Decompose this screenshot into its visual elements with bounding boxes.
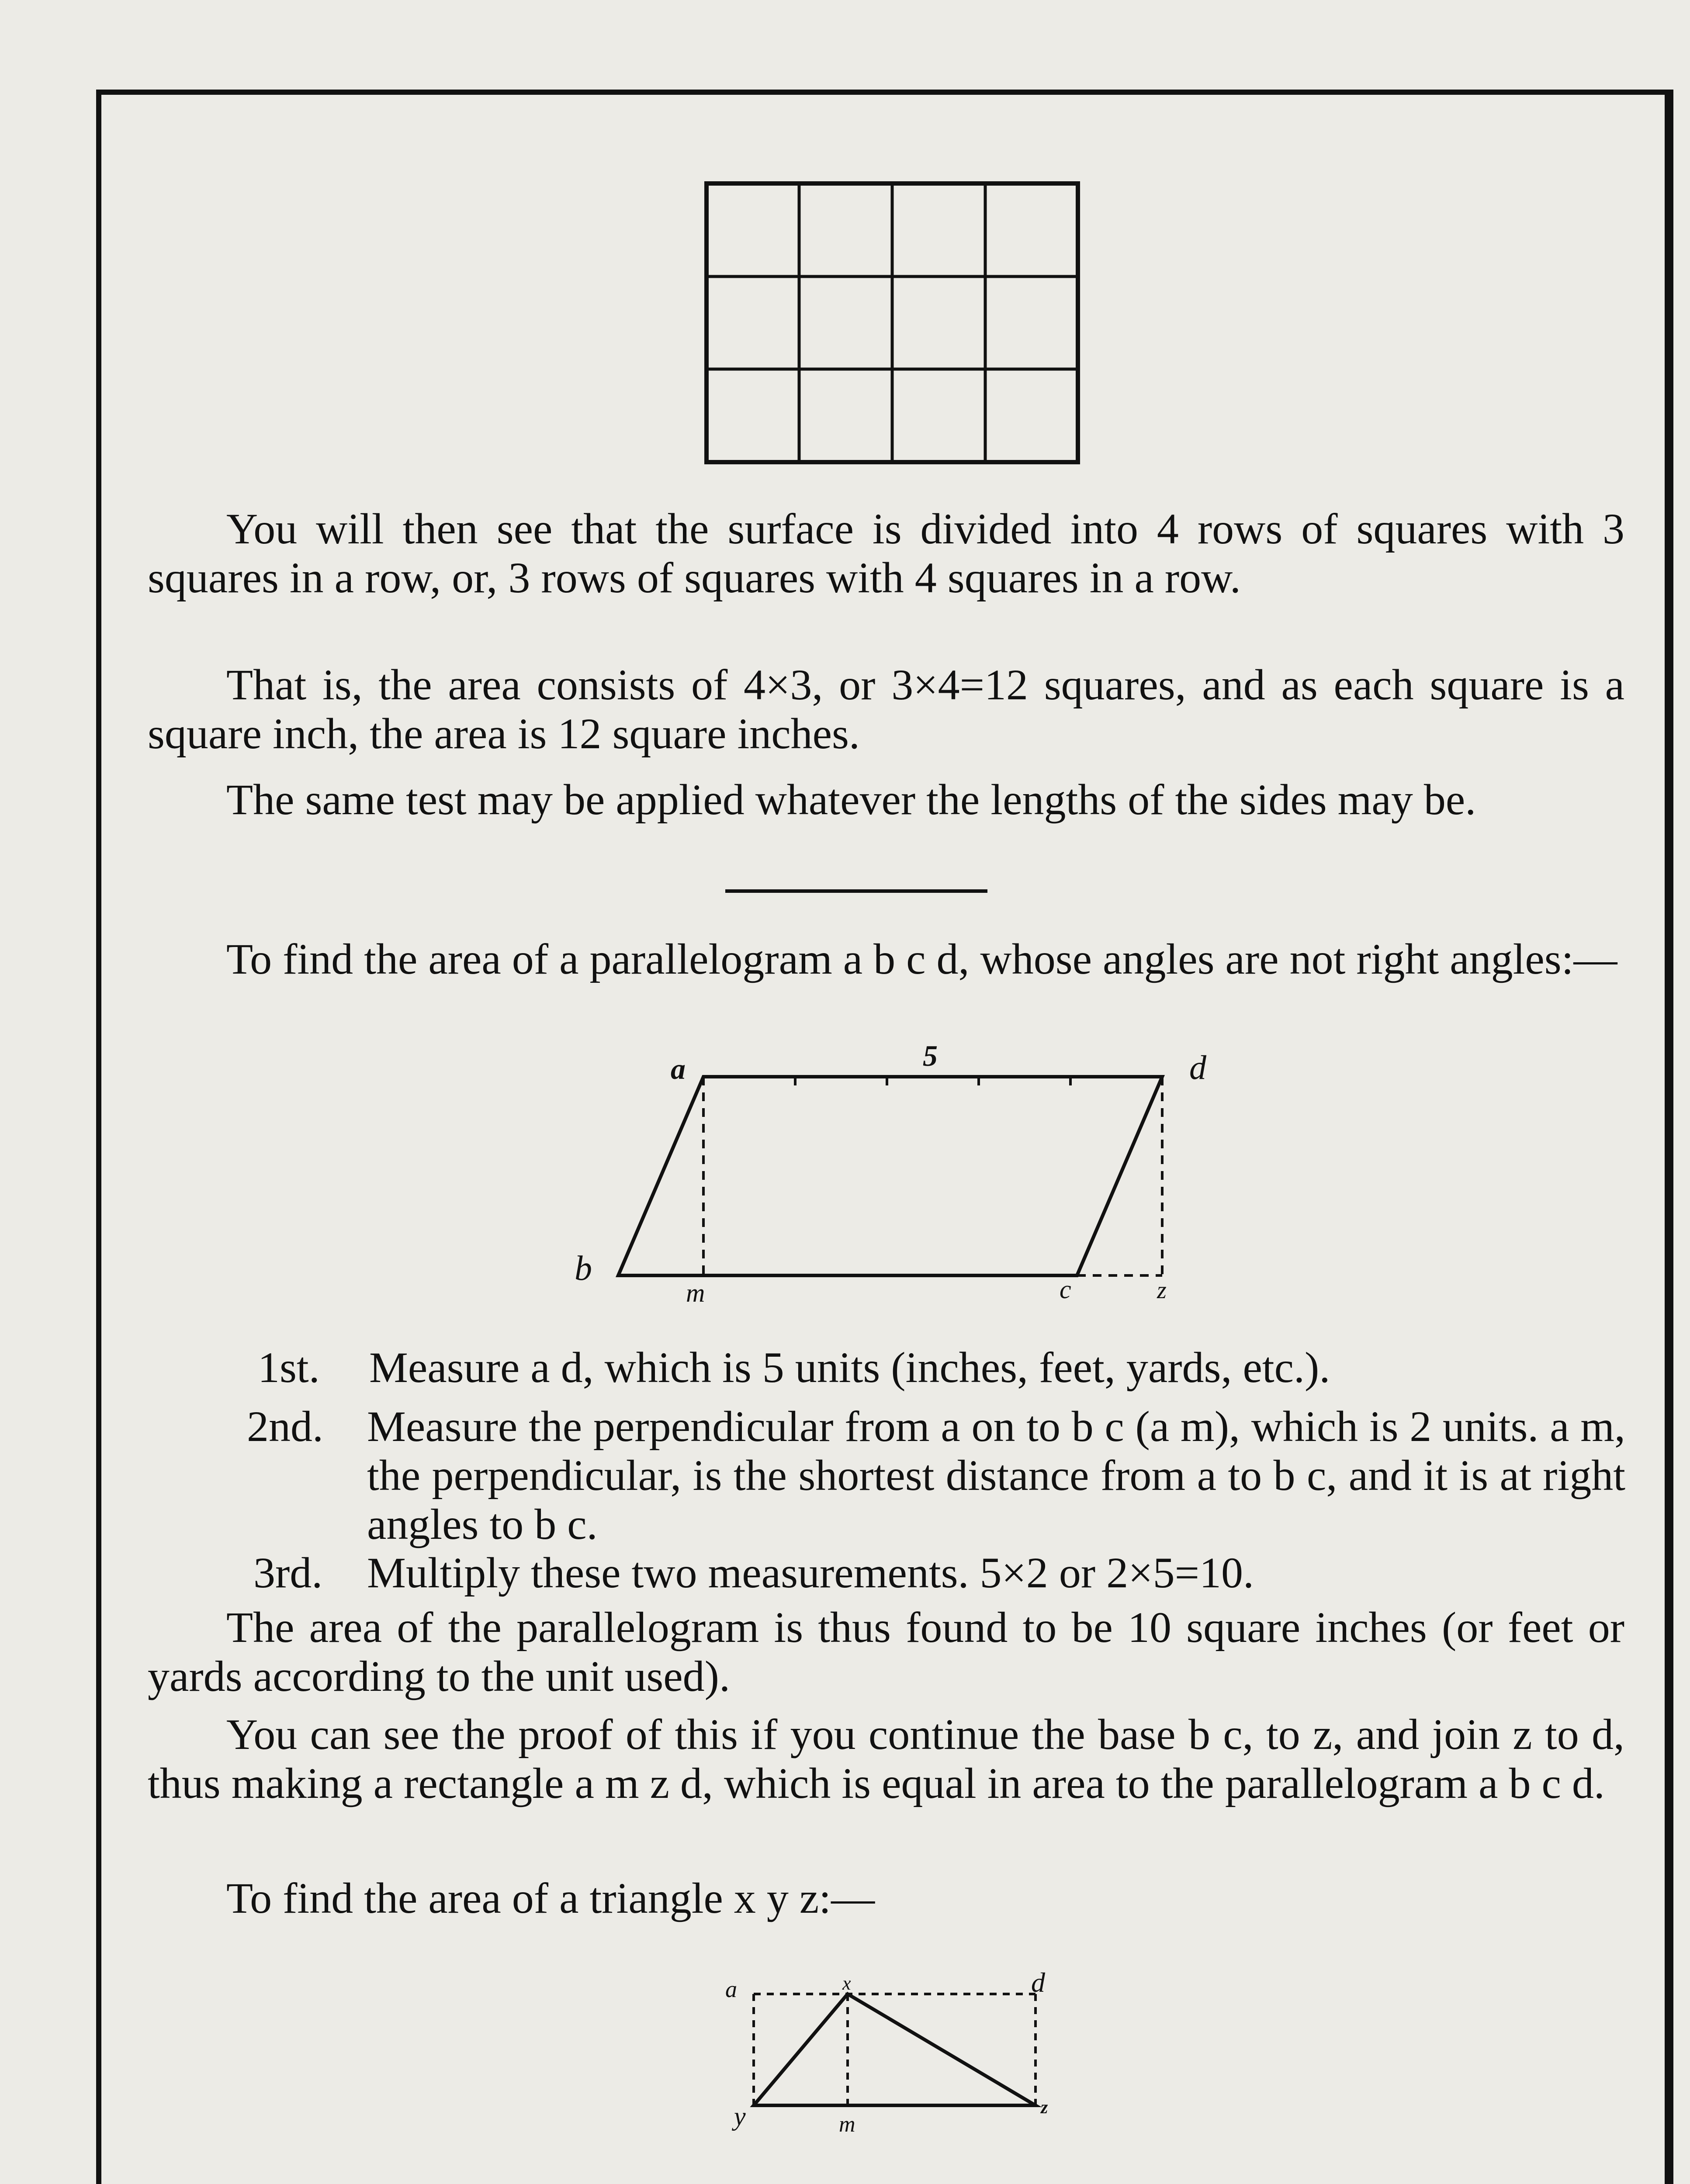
parallelogram-figure xyxy=(555,1039,1254,1307)
grid-figure xyxy=(704,181,1080,464)
label-c: c xyxy=(1060,1275,1071,1304)
label-z: z xyxy=(1041,2098,1048,2118)
label-m: m xyxy=(839,2112,855,2137)
label-d: d xyxy=(1189,1048,1206,1086)
step-text: Measure the perpendicular from a on to b c (a m), which is 2 units. a m, the perpendicular, is the shortest distance from a to b c, and it is at right angles to b c. xyxy=(367,1402,1625,1548)
paragraph-parallelogram-intro: To find the area of a parallelogram a b c d, whose angles are not right angles:— xyxy=(226,935,1617,983)
triangle-figure xyxy=(712,1967,1070,2137)
label-m: m xyxy=(686,1279,705,1307)
paragraph-triangle-intro: To find the area of a triangle x y z:— xyxy=(226,1874,875,1922)
paragraph-proof: You can see the proof of this if you continue the base b c, to z, and join z to d, thus making a rectangle a m z d, which is equal in area to the parallelogram a b c d. xyxy=(148,1710,1624,1807)
paragraph-area-result: That is, the area consists of 4×3, or 3×4=12 squares, and as each square is a square inch, the area is 12 square inches. xyxy=(148,660,1624,758)
section-divider xyxy=(725,889,987,893)
label-x: x xyxy=(842,1973,851,1994)
step-number: 2nd. xyxy=(247,1402,323,1451)
label-z: z xyxy=(1157,1277,1167,1304)
step-number: 1st. xyxy=(258,1343,320,1392)
step-text: Measure a d, which is 5 units (inches, feet, yards, etc.). xyxy=(369,1343,1330,1392)
step-3 xyxy=(253,1548,1625,1597)
step-text: Multiply these two measurements. 5×2 or 2×5=10. xyxy=(367,1548,1254,1597)
label-y: y xyxy=(734,2102,746,2131)
label-top-5: 5 xyxy=(923,1039,938,1072)
paragraph-same-test: The same test may be applied whatever the lengths of the sides may be. xyxy=(226,775,1476,824)
label-a: a xyxy=(671,1052,686,1085)
step-2 xyxy=(247,1402,1625,1549)
label-d: d xyxy=(1031,1967,1045,1998)
label-b: b xyxy=(575,1249,592,1288)
parallelogram-shape xyxy=(618,1077,1162,1275)
step-1 xyxy=(258,1343,1625,1392)
paragraph-area-found: The area of the parallelogram is thus found to be 10 square inches (or feet or yards according to the unit used). xyxy=(148,1603,1624,1700)
step-number: 3rd. xyxy=(253,1548,323,1597)
triangle-shape xyxy=(754,1994,1035,2105)
paragraph-rows-explanation: You will then see that the surface is divided into 4 rows of squares with 3 squares in a row, or, 3 rows of squares with 4 squares in a row. xyxy=(148,505,1624,602)
label-a: a xyxy=(725,1976,737,2002)
